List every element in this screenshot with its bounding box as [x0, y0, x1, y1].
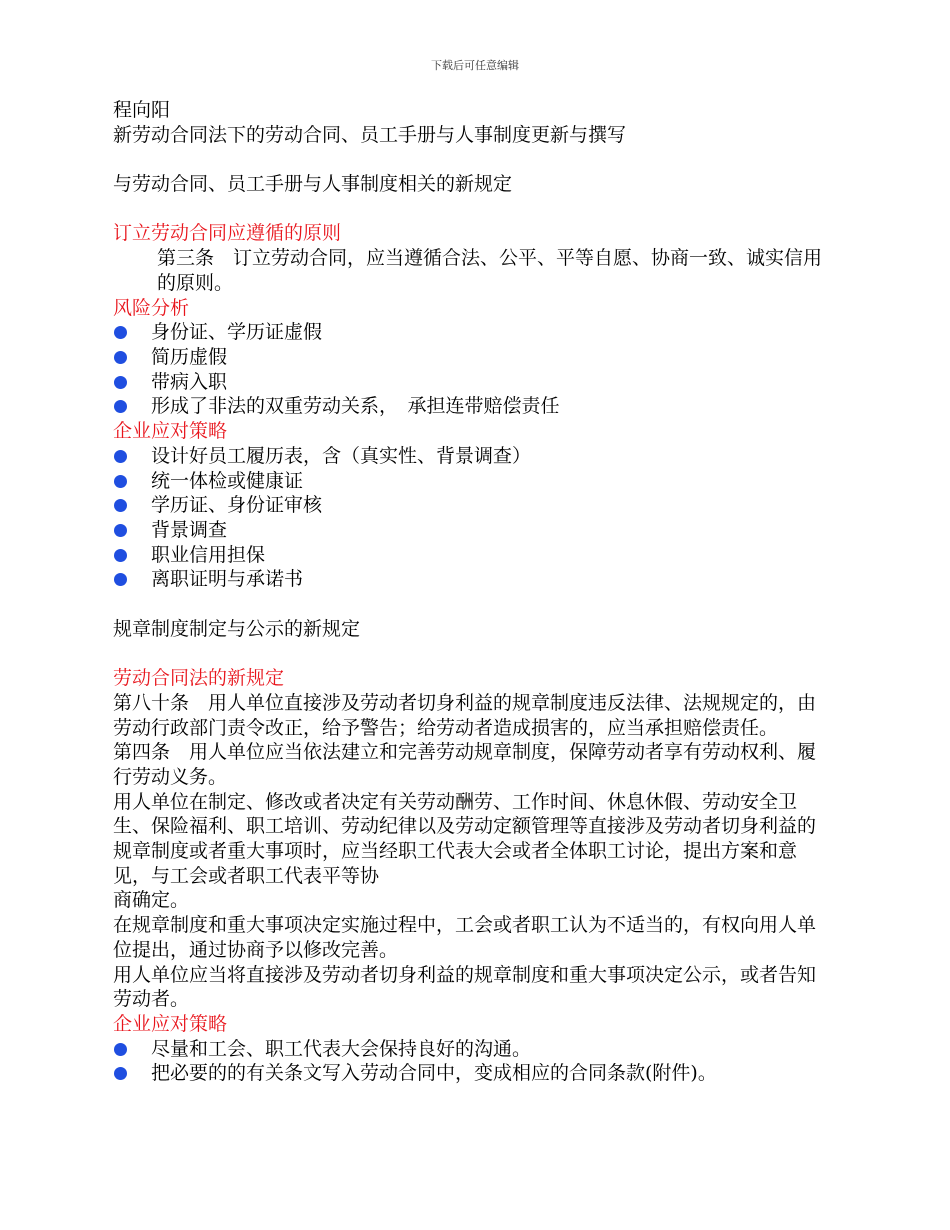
list-item-text: 统一体检或健康证	[151, 469, 304, 492]
bullet-dot-icon	[114, 1067, 127, 1080]
strategy-heading-2: 企业应对策略	[113, 1012, 228, 1035]
rules-publicity-paragraph: 用人单位应当将直接涉及劳动者切身利益的规章制度和重大事项决定公示，或者告知劳动者。	[113, 963, 817, 1011]
list-item-text: 带病入职	[151, 370, 228, 393]
bullet-dot-icon	[114, 475, 127, 488]
blank-line	[113, 592, 833, 617]
list-item-text: 职业信用担保	[151, 543, 266, 566]
bullet-dot-icon	[114, 524, 127, 537]
new-rules-heading: 劳动合同法的新规定	[113, 667, 285, 690]
risk-heading: 风险分析	[113, 296, 190, 319]
strategy-list-2	[113, 1037, 833, 1086]
rules-drafting-paragraph: 用人单位在制定、修改或者决定有关劳动酬劳、工作时间、休息休假、劳动安全卫生、保险福利、职工培训、劳动纪律以及劳动定额管理等直接涉及劳动者切身利益的规章制度或者重大事项时，应当经职工代表大会或者全体职工讨论，提出方案和意见，与工会或者职工代表平等协	[113, 790, 817, 887]
bullet-dot-icon	[114, 450, 127, 463]
bullet-dot-icon	[114, 499, 127, 512]
list-item	[113, 567, 833, 592]
bullet-dot-icon	[114, 351, 127, 364]
list-item	[113, 1037, 833, 1062]
list-item-text: 设计好员工履历表，含（真实性、背景调查）	[151, 444, 532, 467]
list-item	[113, 444, 833, 469]
bullet-dot-icon	[114, 573, 127, 586]
blank-line	[113, 641, 833, 666]
section-title-2: 规章制度制定与公示的新规定	[113, 617, 361, 640]
bullet-dot-icon	[114, 326, 127, 339]
article-80-paragraph: 第八十条 用人单位直接涉及劳动者切身利益的规章制度违反法律、法规规定的，由劳动行政部门责令改正，给予警告；给劳动者造成损害的，应当承担赔偿责任。	[113, 691, 817, 739]
section-title-1: 与劳动合同、员工手册与人事制度相关的新规定	[113, 173, 513, 196]
article-4-paragraph: 第四条 用人单位应当依法建立和完善劳动规章制度，保障劳动者享有劳动权利、履行劳动义务。	[113, 741, 817, 788]
list-item	[113, 518, 833, 543]
list-item	[113, 345, 833, 370]
list-item-text: 背景调查	[151, 518, 228, 541]
list-item	[113, 493, 833, 518]
blank-line	[113, 197, 833, 222]
list-item-text: 身份证、学历证虚假	[151, 321, 323, 344]
principles-heading: 订立劳动合同应遵循的原则	[113, 222, 342, 245]
list-item	[113, 469, 833, 494]
bullet-dot-icon	[114, 376, 127, 389]
list-item-text: 离职证明与承诺书	[151, 568, 304, 591]
bullet-dot-icon	[114, 400, 127, 413]
list-item	[113, 543, 833, 568]
list-item-text: 简历虚假	[151, 346, 228, 368]
list-item-text: 尽量和工会、职工代表大会保持良好的沟通。	[151, 1037, 532, 1060]
bullet-dot-icon	[114, 549, 127, 562]
rules-drafting-continuation: 商确定。	[113, 889, 190, 912]
blank-line	[113, 147, 833, 172]
bullet-dot-icon	[114, 1043, 127, 1056]
list-item-text: 学历证、身份证审核	[151, 494, 323, 517]
principles-text: 第三条 订立劳动合同，应当遵循合法、公平、平等自愿、协商一致、诚实信用的原则。	[157, 247, 823, 294]
strategy-heading-1: 企业应对策略	[113, 420, 228, 443]
list-item	[113, 1061, 833, 1086]
document-title: 新劳动合同法下的劳动合同、员工手册与人事制度更新与撰写	[113, 123, 627, 146]
document-body	[113, 98, 833, 1086]
list-item	[113, 394, 833, 419]
header-note: 下载后可任意编辑	[431, 59, 519, 72]
list-item	[113, 370, 833, 395]
risk-list	[113, 320, 833, 419]
list-item	[113, 320, 833, 345]
author-line: 程向阳	[113, 99, 171, 121]
list-item-text: 把必要的的有关条文写入劳动合同中，变成相应的合同条款(附件)。	[151, 1062, 717, 1085]
list-item-text: 形成了非法的双重劳动关系， 承担连带赔偿责任	[151, 395, 560, 418]
rules-revision-paragraph: 在规章制度和重大事项决定实施过程中，工会或者职工认为不适当的，有权向用人单位提出，通过协商予以修改完善。	[113, 914, 817, 961]
strategy-list-1	[113, 444, 833, 592]
